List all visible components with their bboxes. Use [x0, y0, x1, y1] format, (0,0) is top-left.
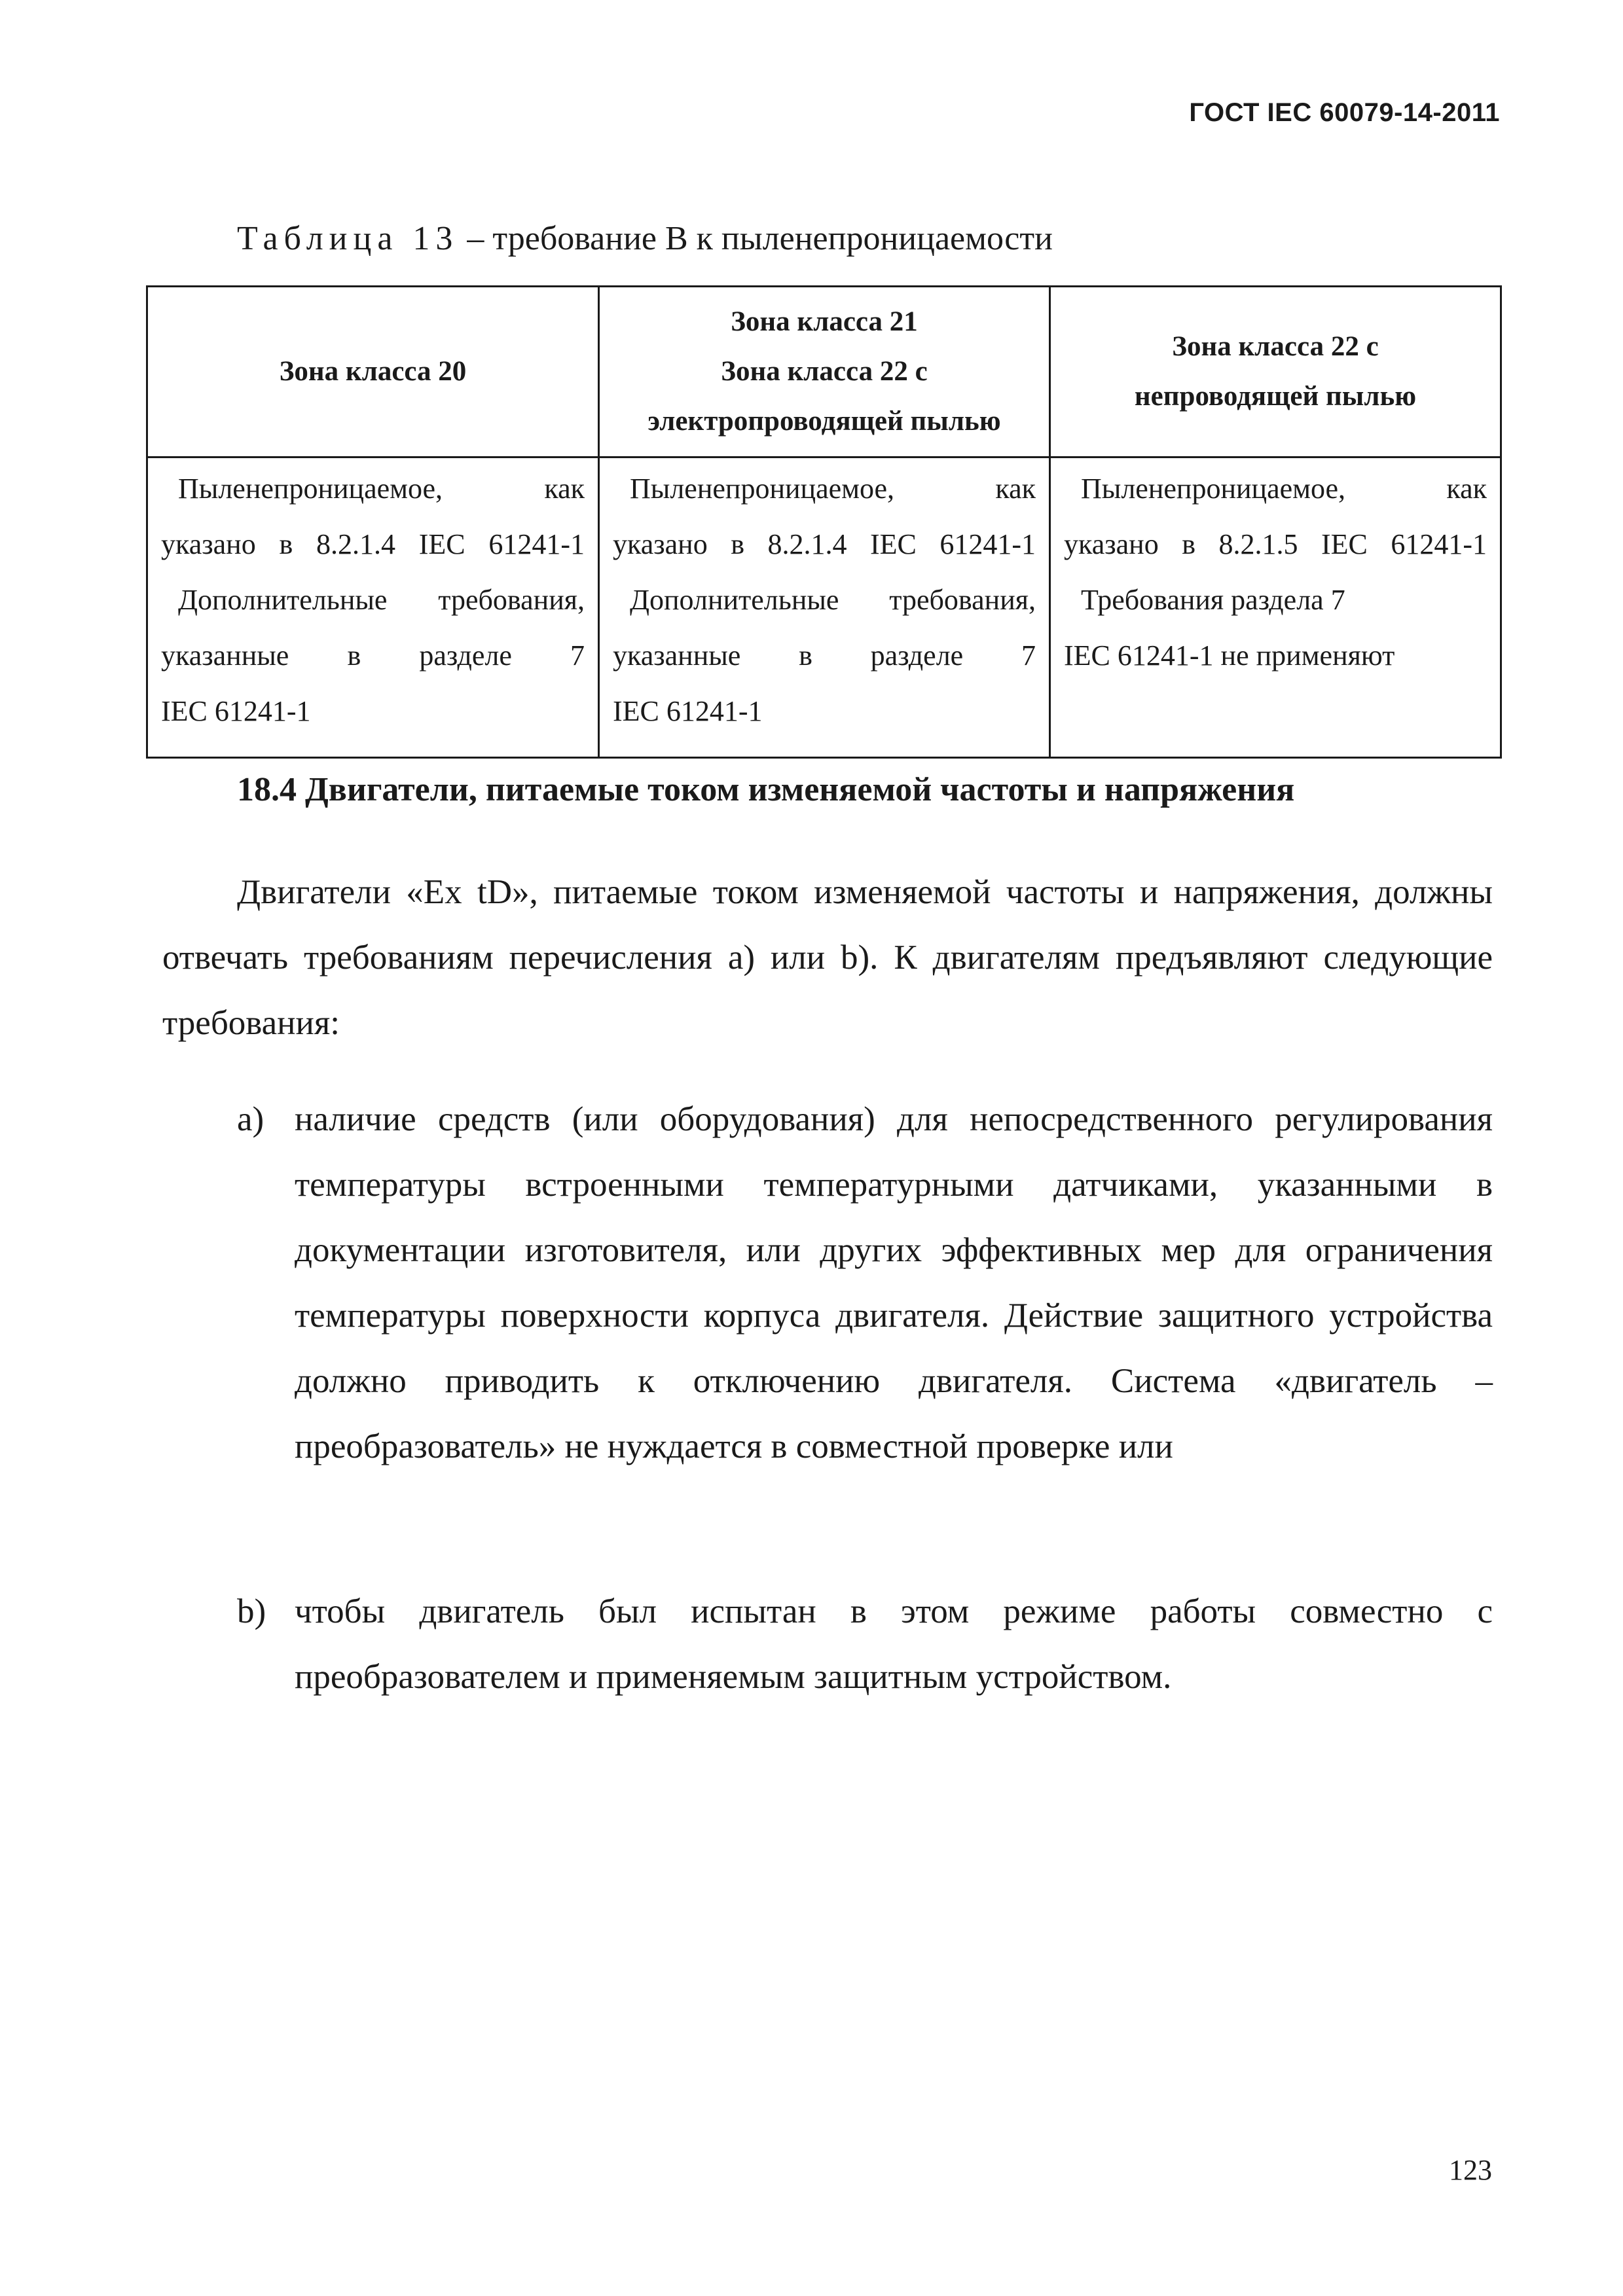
cell-paragraph: Дополнительные требования, указанные в разделе 7: [161, 584, 585, 672]
intro-paragraph: Двигатели «Ex tD», питаемые током изменяемой частоты и напряжения, должны отвечать требованиям перечисления а) или b). К двигателям предъявляют следующие требования:: [162, 873, 1493, 1042]
header-line: Зона класса 20: [279, 356, 467, 387]
table-header-row: [147, 287, 1501, 457]
table-cell-zone-20: [147, 457, 599, 758]
header-line: Зона класса 22 с: [721, 356, 928, 387]
header-line: электропроводящей пылью: [647, 406, 1001, 437]
dust-protection-table: [146, 285, 1502, 759]
list-item-text: чтобы двигатель был испытан в этом режиме работы совместно с преобразователем и применяемым защитным устройством.: [295, 1592, 1493, 1696]
list-item-text: наличие средств (или оборудования) для непосредственного регулирования температуры встроенными температурными датчиками, указанными в документации изготовителя, или других эффективных мер для ограничения температуры поверхности корпуса двигателя. Действие защитного устройства должно приводить к отключению двигателя. Система «двигатель – преобразователь» не нуждается в совместной проверке или: [295, 1100, 1493, 1465]
header-zone-21-22-conductive: [599, 287, 1050, 457]
table-caption-label: Таблица 13: [237, 220, 459, 257]
page-number: 123: [1449, 2154, 1492, 2186]
cell-paragraph: Пыленепроницаемое, как указано в 8.2.1.4 IEC 61241-1: [161, 473, 585, 560]
cell-paragraph: IEC 61241-1: [161, 695, 311, 727]
header-line: Зона класса 22 с: [1172, 331, 1379, 362]
cell-paragraph: IEC 61241-1: [613, 695, 763, 727]
header-line: непроводящей пылью: [1134, 381, 1417, 412]
table-caption-text: – требование В к пыленепроницаемости: [458, 220, 1053, 257]
header-zone-20: [147, 287, 599, 457]
cell-paragraph: Дополнительные требования, указанные в разделе 7: [613, 584, 1036, 672]
cell-paragraph: Пыленепроницаемое, как указано в 8.2.1.5 IEC 61241-1: [1064, 473, 1487, 560]
list-item-a: [237, 1086, 1493, 1479]
header-line: Зона класса 21: [731, 306, 918, 337]
table-row: [147, 457, 1501, 758]
table-cell-zone-21-22-conductive: [599, 457, 1050, 758]
page-header-doc-code: ГОСТ IEC 60079-14-2011: [1189, 98, 1500, 127]
table-caption: [237, 219, 1053, 258]
table-cell-zone-22-nonconductive: [1050, 457, 1501, 758]
list-item-b: [237, 1579, 1493, 1710]
section-heading: 18.4 Двигатели, питаемые током изменяемой частоты и напряжения: [237, 771, 1295, 808]
cell-paragraph: IEC 61241-1 не применяют: [1064, 639, 1395, 672]
list-marker: а): [237, 1100, 264, 1138]
cell-paragraph: Пыленепроницаемое, как указано в 8.2.1.4 IEC 61241-1: [613, 473, 1036, 560]
header-zone-22-nonconductive: [1050, 287, 1501, 457]
list-marker: b): [237, 1592, 266, 1630]
cell-paragraph: Требования раздела 7: [1081, 584, 1345, 616]
